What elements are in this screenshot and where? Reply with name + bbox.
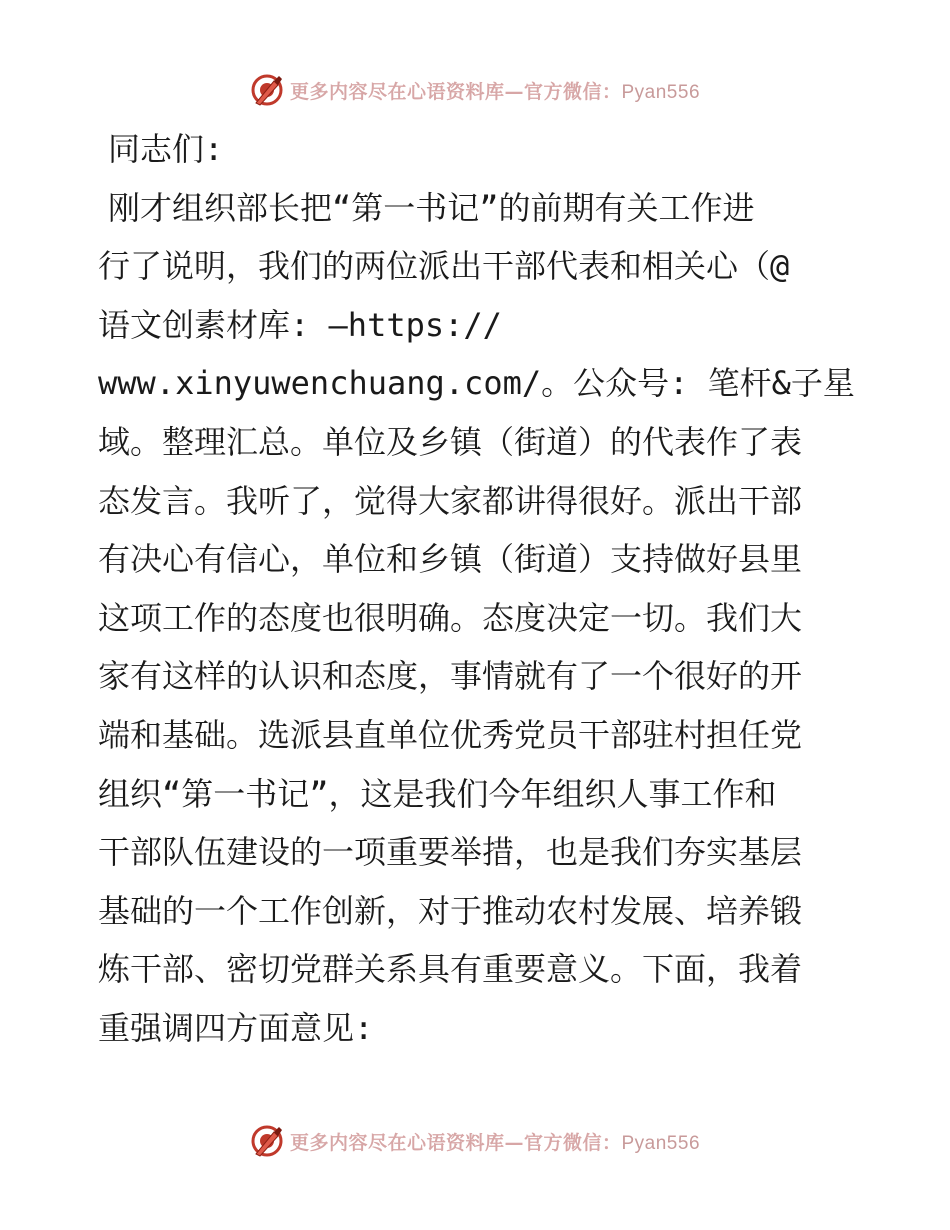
body-line: 家有这样的认识和态度，事情就有了一个很好的开 [98,657,803,696]
body-line: 有决心有信心，单位和乡镇（街道）支持做好县里 [98,540,803,579]
footer-watermark-banner [0,1121,950,1161]
header-banner-label: 更多内容尽在心语资料库—官方微信： [289,80,622,103]
body-line: 端和基础。选派县直单位优秀党员干部驻村担任党 [98,715,803,754]
body-line: www.xinyuwenchuang.com/。公众号: 笔杆&子星 [98,364,855,403]
footer-banner-text [290,1128,700,1155]
pen-logo-icon [250,1124,284,1158]
body-line: 这项工作的态度也很明确。态度决定一切。我们大 [98,598,803,637]
header-banner-text [290,77,700,104]
body-line: 组织“第一书记”，这是我们今年组织人事工作和 [98,774,777,813]
header-banner-account: Pyan556 [621,81,701,103]
document-body [98,120,858,1058]
footer-banner-label: 更多内容尽在心语资料库—官方微信： [289,1131,622,1154]
body-line: 刚才组织部长把“第一书记”的前期有关工作进 [108,188,755,227]
body-line: 重强调四方面意见: [98,1008,374,1047]
pen-logo-icon [250,73,284,107]
body-line: 炼干部、密切党群关系具有重要意义。下面，我着 [98,950,803,989]
body-line: 干部队伍建设的一项重要举措，也是我们夯实基层 [98,833,803,872]
body-line: 态发言。我听了，觉得大家都讲得很好。派出干部 [98,481,803,520]
header-watermark-banner [0,70,950,110]
salutation-line: 同志们: [108,130,224,168]
body-line: 行了说明，我们的两位派出干部代表和相关心（@ [98,247,790,286]
body-line: 基础的一个工作创新，对于推动农村发展、培养锻 [98,891,803,930]
body-line: 域。整理汇总。单位及乡镇（街道）的代表作了表 [98,422,803,461]
footer-banner-account: Pyan556 [621,1132,701,1154]
body-line: 语文创素材库: —https:// [98,305,502,344]
